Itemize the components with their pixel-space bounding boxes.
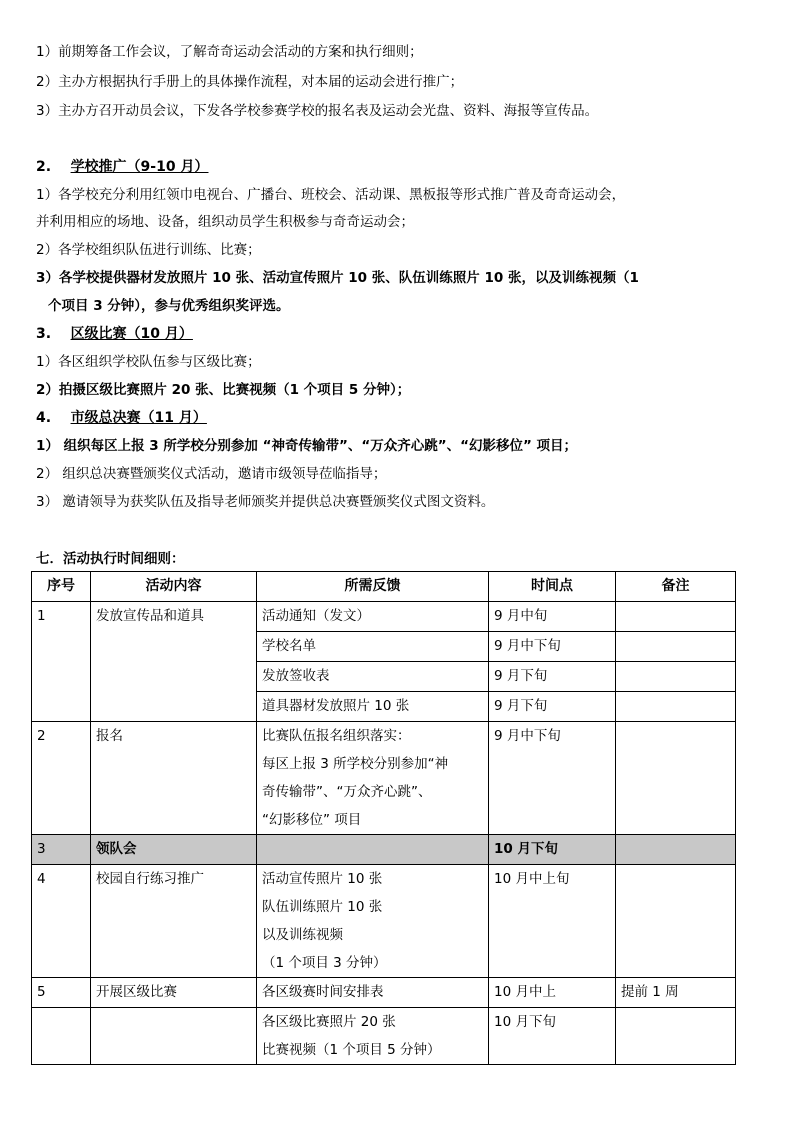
row3-note xyxy=(616,835,736,865)
col-header-time: 时间点 xyxy=(489,572,616,602)
prep-step-2: 2）主办方根据执行手册上的具体操作流程，对本届的运动会进行推广； xyxy=(36,74,464,90)
row4-feedback-line-2: 队伍训练照片 10 张 xyxy=(262,899,383,915)
row4-note xyxy=(616,865,736,978)
section-3-item-2: 2）拍摄区级比赛照片 20 张、比赛视频（1 个项目 5 分钟）； xyxy=(36,382,411,398)
row2-feedback-line-3: 奇传输带”、“万众齐心跳”、 xyxy=(262,784,432,800)
section-2-item-3a: 3）各学校提供器材发放照片 10 张、活动宣传照片 10 张、队伍训练照片 10 张，以及训练视频（1 xyxy=(36,270,639,286)
row4-feedback-line-1: 活动宣传照片 10 张 xyxy=(262,871,383,887)
row1-note-3 xyxy=(616,662,736,692)
row4-feedback-line-4: （1 个项目 3 分钟） xyxy=(262,955,387,971)
row1-note-1 xyxy=(616,602,736,632)
row5-feedback-line-2: 各区级比赛照片 20 张 xyxy=(262,1014,396,1030)
row1-feedback-3: 发放签收表 xyxy=(257,662,489,692)
row1-time-3: 9 月下旬 xyxy=(489,662,616,692)
section-2-item-1b: 并利用相应的场地、设备，组织动员学生积极参与奇奇运动会； xyxy=(36,214,414,230)
row1-activity: 发放宣传品和道具 xyxy=(91,602,257,722)
table-row xyxy=(32,1008,736,1065)
section-4-title: 市级总决赛（11 月） xyxy=(70,410,207,426)
section-4-item-1: 1） 组织每区上报 3 所学校分别参加 “神奇传输带”、“万众齐心跳”、“幻影移位” 项目； xyxy=(36,438,578,454)
row5-no: 5 xyxy=(32,978,91,1008)
section-7-title: 七．活动执行时间细则： xyxy=(36,551,185,567)
col-header-activity: 活动内容 xyxy=(91,572,257,602)
row5-note-1: 提前 1 周 xyxy=(616,978,736,1008)
row1-feedback-1: 活动通知（发文） xyxy=(257,602,489,632)
row4-time: 10 月中上旬 xyxy=(489,865,616,978)
row2-time: 9 月中下旬 xyxy=(489,722,616,835)
section-4-item-2: 2） 组织总决赛暨颁奖仪式活动，邀请市级领导莅临指导； xyxy=(36,466,387,482)
section-4-item-3: 3） 邀请领导为获奖队伍及指导老师颁奖并提供总决赛暨颁奖仪式图文资料。 xyxy=(36,494,495,510)
row2-feedback xyxy=(257,722,489,835)
table-row xyxy=(32,865,736,978)
row2-feedback-line-2: 每区上报 3 所学校分别参加“神 xyxy=(262,756,449,772)
section-2-item-3b: 个项目 3 分钟），参与优秀组织奖评选。 xyxy=(48,298,290,314)
section-2-heading xyxy=(36,157,208,177)
section-4-heading xyxy=(36,408,207,428)
table-row-highlighted xyxy=(32,835,736,865)
row1-feedback-4: 道具器材发放照片 10 张 xyxy=(257,692,489,722)
row2-activity: 报名 xyxy=(91,722,257,835)
row2-feedback-line-4: “幻影移位” 项目 xyxy=(262,812,362,828)
row1-note-4 xyxy=(616,692,736,722)
row5-activity: 开展区级比赛 xyxy=(91,978,257,1008)
section-3-heading xyxy=(36,324,193,344)
row3-activity: 领队会 xyxy=(91,835,257,865)
table-row xyxy=(32,722,736,835)
row2-feedback-line-1: 比赛队伍报名组织落实： xyxy=(262,728,411,744)
row5-time-2: 10 月下旬 xyxy=(489,1008,616,1065)
col-header-no: 序号 xyxy=(32,572,91,602)
row1-note-2 xyxy=(616,632,736,662)
row4-feedback xyxy=(257,865,489,978)
row4-no: 4 xyxy=(32,865,91,978)
row1-feedback-2: 学校名单 xyxy=(257,632,489,662)
prep-step-1: 1）前期筹备工作会议，了解奇奇运动会活动的方案和执行细则； xyxy=(36,44,423,60)
row1-time-2: 9 月中下旬 xyxy=(489,632,616,662)
prep-step-3: 3）主办方召开动员会议，下发各学校参赛学校的报名表及运动会光盘、资料、海报等宣传品。 xyxy=(36,103,599,119)
row5-time-1: 10 月中上 xyxy=(489,978,616,1008)
row4-feedback-line-3: 以及训练视频 xyxy=(262,927,343,943)
section-3-title: 区级比赛（10 月） xyxy=(70,326,193,342)
table-row xyxy=(32,978,736,1008)
row1-time-1: 9 月中旬 xyxy=(489,602,616,632)
row4-activity: 校园自行练习推广 xyxy=(91,865,257,978)
col-header-note: 备注 xyxy=(616,572,736,602)
schedule-table xyxy=(31,571,736,1065)
row2-note xyxy=(616,722,736,835)
row5b-note xyxy=(616,1008,736,1065)
table-row xyxy=(32,602,736,632)
row3-feedback xyxy=(257,835,489,865)
row5-feedback-1: 各区级赛时间安排表 xyxy=(257,978,489,1008)
section-2-item-1a: 1）各学校充分利用红领巾电视台、广播台、班校会、活动课、黑板报等形式推广普及奇奇运动会， xyxy=(36,187,626,203)
section-3-item-1: 1）各区组织学校队伍参与区级比赛； xyxy=(36,354,261,370)
row3-time: 10 月下旬 xyxy=(489,835,616,865)
row5b-activity xyxy=(91,1008,257,1065)
row1-time-4: 9 月下旬 xyxy=(489,692,616,722)
section-2-item-2: 2）各学校组织队伍进行训练、比赛； xyxy=(36,242,261,258)
table-header-row xyxy=(32,572,736,602)
col-header-feedback: 所需反馈 xyxy=(257,572,489,602)
row1-no: 1 xyxy=(32,602,91,722)
section-2-title: 学校推广（9-10 月） xyxy=(70,159,209,175)
row2-no: 2 xyxy=(32,722,91,835)
row3-no: 3 xyxy=(32,835,91,865)
section-4-number: 4. xyxy=(36,410,52,426)
row5-feedback-line-3: 比赛视频（1 个项目 5 分钟） xyxy=(262,1042,441,1058)
row5b-no xyxy=(32,1008,91,1065)
section-3-number: 3. xyxy=(36,326,52,342)
section-2-number: 2. xyxy=(36,159,52,175)
row5-feedback-2 xyxy=(257,1008,489,1065)
